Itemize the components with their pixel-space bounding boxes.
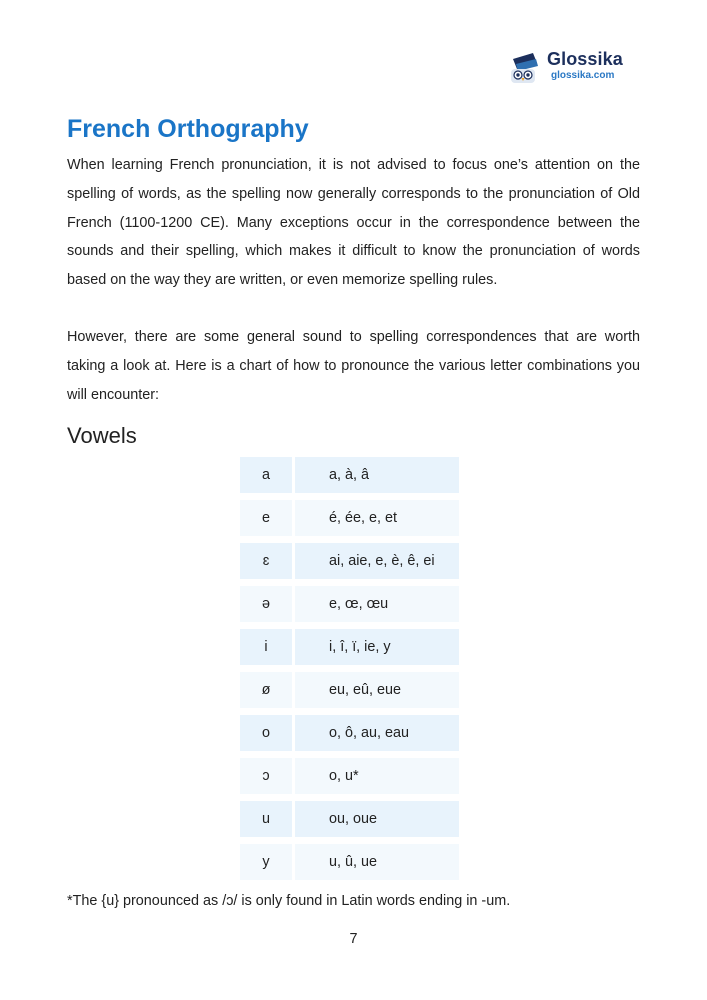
spelling-options: o, u*: [295, 758, 459, 801]
ipa-symbol: e: [240, 500, 295, 543]
spelling-options: e, œ, œu: [295, 586, 459, 629]
spelling-options: ou, oue: [295, 801, 459, 844]
page-title: French Orthography: [67, 115, 309, 143]
table-row: [240, 715, 459, 758]
ipa-symbol: u: [240, 801, 295, 844]
owl-logo-icon: [505, 49, 541, 85]
spelling-options: eu, eû, eue: [295, 672, 459, 715]
table-row: [240, 758, 459, 801]
table-row: [240, 543, 459, 586]
ipa-symbol: i: [240, 629, 295, 672]
intro-paragraph: When learning French pronunciation, it is not advised to focus one’s attention on the spelling of words, as the spelling now generally corresponds to the pronunciation of Old French (1100-1200 CE). Many exceptions occur in the correspondence between the sounds and their spelling, which makes it difficult to know the pronunciation of words based on the way they are written, or even memorize spelling rules.: [67, 157, 640, 289]
ipa-symbol: ə: [240, 586, 295, 629]
ipa-symbol: ɛ: [240, 543, 295, 586]
table-row: [240, 801, 459, 844]
spelling-options: é, ée, e, et: [295, 500, 459, 543]
vowel-table: [240, 457, 459, 880]
brand-name: Glossika: [547, 49, 623, 69]
spelling-options: a, à, â: [295, 457, 459, 500]
ipa-symbol: y: [240, 844, 295, 880]
ipa-symbol: a: [240, 457, 295, 500]
table-row: [240, 672, 459, 715]
section-heading-vowels: Vowels: [67, 423, 137, 448]
ipa-symbol: ø: [240, 672, 295, 715]
spelling-options: u, û, ue: [295, 844, 459, 880]
spelling-options: ai, aie, e, è, ê, ei: [295, 543, 459, 586]
ipa-symbol: o: [240, 715, 295, 758]
table-row: [240, 629, 459, 672]
chart-intro-paragraph: However, there are some general sound to spelling correspondences that are worth taking a look at. Here is a chart of how to pronounce the various letter combinations you will encounter:: [67, 329, 640, 403]
table-row: [240, 844, 459, 880]
spelling-options: i, î, ï, ie, y: [295, 629, 459, 672]
table-row: [240, 500, 459, 543]
page-number: 7: [349, 931, 358, 947]
spelling-options: o, ô, au, eau: [295, 715, 459, 758]
brand-url[interactable]: glossika.com: [551, 70, 615, 81]
table-row: [240, 586, 459, 629]
ipa-symbol: ɔ: [240, 758, 295, 801]
footnote: *The {u} pronounced as /ɔ/ is only found in Latin words ending in -um.: [67, 893, 511, 909]
glossika-logo[interactable]: [505, 47, 645, 87]
table-row: [240, 457, 459, 500]
